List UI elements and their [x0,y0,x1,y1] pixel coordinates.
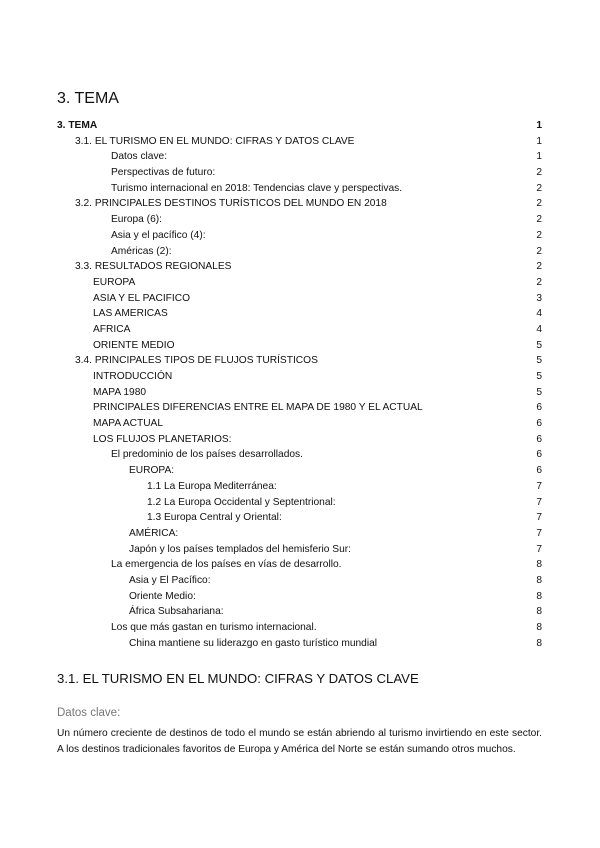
toc-entry-page: 7 [536,512,542,524]
toc-entry[interactable] [57,212,542,228]
toc-entry[interactable] [57,244,542,260]
toc-entry-page: 8 [536,622,542,633]
toc-entry-title: INTRODUCCIÓN [93,371,173,382]
toc-entry-title: MAPA 1980 [93,386,147,398]
toc-entry[interactable] [57,432,542,448]
toc-entry-title: Los que más gastan en turismo internacional. [111,622,317,633]
toc-entry-title: Oriente Medio: [129,590,196,602]
toc-entry-title: La emergencia de los países en vías de desarrollo. [111,559,342,571]
toc-entry-page: 5 [536,339,542,351]
toc-entry-page: 3 [536,292,542,304]
toc-entry-title: Datos clave: [111,151,168,163]
section-heading: 3.1. EL TURISMO EN EL MUNDO: CIFRAS Y DATOS CLAVE [57,671,419,686]
toc-entry-page: 7 [536,527,542,539]
toc-entry-title: ASIA Y EL PACIFICO [93,292,191,304]
toc-entry[interactable] [57,400,542,416]
toc-entry[interactable] [57,604,542,620]
toc-entry-page: 8 [536,590,542,602]
toc-entry-page: 4 [536,323,542,335]
toc-entry-page: 6 [536,418,542,430]
toc-entry-page: 7 [536,543,542,555]
toc-entry-page: 7 [536,496,542,508]
toc-entry-title: Américas (2): [111,245,172,257]
toc-entry[interactable] [57,134,542,150]
toc-entry[interactable] [57,447,542,463]
toc-entry-page: 6 [536,433,542,445]
toc-entry-page: 2 [536,167,542,179]
toc-entry[interactable] [57,228,542,244]
toc-entry-title: AMÉRICA: [129,527,179,539]
toc-entry-page: 1 [536,151,542,163]
toc-entry-title: El predominio de los países desarrollados. [111,449,303,461]
toc-entry-page: 2 [536,245,542,257]
toc-entry-page: 6 [536,449,542,461]
toc-entry-page: 8 [536,559,542,571]
toc-entry[interactable] [57,149,542,165]
toc-entry[interactable] [57,589,542,605]
toc-entry[interactable] [57,291,542,307]
toc-entry-title: LAS AMERICAS [93,308,168,320]
toc-entry-title: Japón y los países templados del hemisferio Sur: [129,543,351,555]
subsection-heading: Datos clave: [57,707,121,719]
toc-entry-title: EUROPA [93,276,136,288]
toc-entry[interactable] [57,181,542,197]
toc-entry[interactable] [57,526,542,542]
toc-entry[interactable] [57,463,542,479]
toc-entry-title: 3. TEMA [57,120,98,131]
toc-entry-title: LOS FLUJOS PLANETARIOS: [93,433,232,445]
toc-entry-page: 8 [536,574,542,586]
toc-entry-page: 2 [536,229,542,241]
toc-entry[interactable] [57,479,542,495]
toc-entry-page: 2 [536,182,542,194]
toc-entry-title: África Subsahariana: [129,606,224,618]
toc-entry[interactable] [57,416,542,432]
toc-entry[interactable] [57,322,542,338]
toc-entry[interactable] [57,495,542,511]
toc-entry-title: Asia y el pacífico (4): [111,229,206,241]
toc-entry-page: 2 [536,214,542,226]
toc-entry[interactable] [57,306,542,322]
toc-entry-page: 2 [536,261,542,273]
toc-entry-title: MAPA ACTUAL [93,418,164,430]
toc-entry-title: ORIENTE MEDIO [93,339,175,351]
toc-entry-page: 6 [536,465,542,477]
page-title: 3. TEMA [57,90,119,107]
toc-entry[interactable] [57,165,542,181]
toc-entry-title: Asia y El Pacífico: [129,574,211,586]
toc-entry[interactable] [57,196,542,212]
toc-entry-page: 6 [536,402,542,414]
toc-entry-title: Turismo internacional en 2018: Tendencias clave y perspectivas. [111,182,403,194]
toc-entry-title: 3.3. RESULTADOS REGIONALES [75,261,232,273]
toc-entry-page: 8 [536,637,542,649]
toc-entry-title: Europa (6): [111,214,162,226]
toc-entry-page: 1 [536,135,542,147]
toc-entry-title: 3.1. EL TURISMO EN EL MUNDO: CIFRAS Y DATOS CLAVE [75,135,355,147]
toc-entry-title: China mantiene su liderazgo en gasto turístico mundial [129,637,378,649]
toc-entry[interactable] [57,557,542,573]
toc-entry-page: 4 [536,308,542,320]
toc-entry[interactable] [57,620,542,636]
toc-entry[interactable] [57,118,542,134]
toc-entry-title: AFRICA [93,323,131,335]
toc-entry-title: Perspectivas de futuro: [111,167,216,179]
toc-entry[interactable] [57,275,542,291]
toc-entry-page: 2 [536,276,542,288]
toc-entry-page: 2 [536,198,542,210]
toc-entry-title: 3.4. PRINCIPALES TIPOS DE FLUJOS TURÍSTICOS [75,355,318,367]
toc-entry[interactable] [57,338,542,354]
toc-entry[interactable] [57,385,542,401]
toc-entry[interactable] [57,573,542,589]
toc-entry-page: 5 [536,371,542,382]
toc-entry[interactable] [57,510,542,526]
toc-entry-page: 5 [536,386,542,398]
toc-entry-title: EUROPA: [129,465,175,477]
toc-entry-title: 3.2. PRINCIPALES DESTINOS TURÍSTICOS DEL MUNDO EN 2018 [75,198,387,210]
toc-entry-page: 5 [536,355,542,367]
table-of-contents [57,118,542,651]
toc-entry-title: 1.3 Europa Central y Oriental: [147,512,282,524]
toc-entry-title: 1.1 La Europa Mediterránea: [147,480,277,492]
toc-entry[interactable] [57,369,542,385]
toc-entry[interactable] [57,636,542,652]
toc-entry-page: 8 [536,606,542,618]
toc-entry[interactable] [57,259,542,275]
toc-entry[interactable] [57,353,542,369]
toc-entry-title: PRINCIPALES DIFERENCIAS ENTRE EL MAPA DE 1980 Y EL ACTUAL [93,402,423,414]
toc-entry-page: 1 [536,120,542,131]
toc-entry-title: 1.2 La Europa Occidental y Septentrional: [147,496,336,508]
body-paragraph: Un número creciente de destinos de todo el mundo se están abriendo al turismo invirtiendo en este sector. A los destinos tradicionales favoritos de Europa y América del Norte se están sumando otros muchos. [57,728,542,755]
toc-entry[interactable] [57,542,542,558]
toc-entry-page: 7 [536,480,542,492]
